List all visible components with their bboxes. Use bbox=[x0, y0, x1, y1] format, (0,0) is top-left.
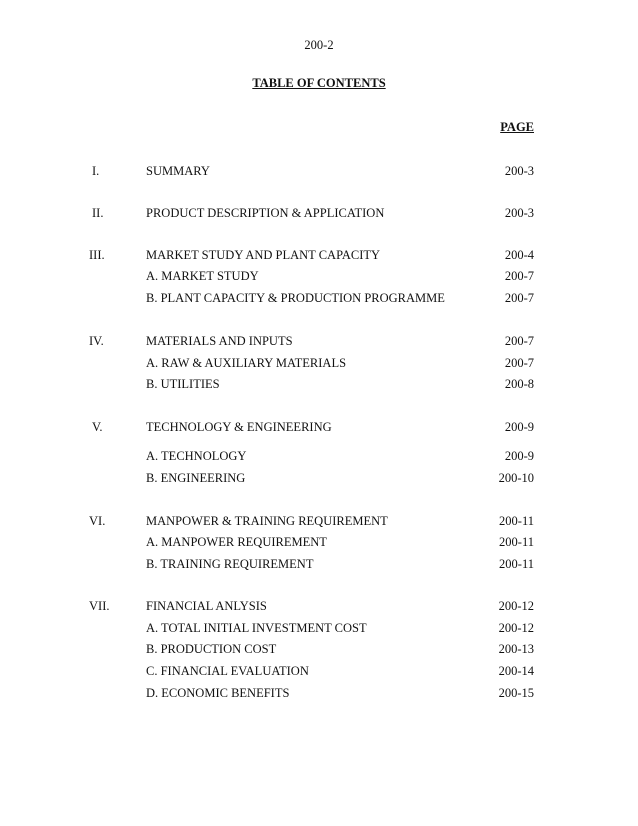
subsection-label: B. PLANT CAPACITY & PRODUCTION PROGRAMME bbox=[146, 291, 445, 305]
section-numeral: III. bbox=[89, 248, 105, 262]
page-column-header: PAGE bbox=[500, 120, 534, 134]
section-page: 200-9 bbox=[504, 420, 534, 434]
section-page: 200-3 bbox=[504, 164, 534, 178]
section-page: 200-11 bbox=[499, 514, 534, 528]
subsection-page: 200-14 bbox=[498, 664, 534, 678]
subsection-page: 200-13 bbox=[498, 642, 534, 656]
subsection-label: A. MARKET STUDY bbox=[146, 269, 259, 283]
section-numeral: II. bbox=[92, 206, 104, 220]
subsection-label: B. TRAINING REQUIREMENT bbox=[146, 557, 314, 571]
section-title: MATERIALS AND INPUTS bbox=[146, 334, 293, 348]
section-numeral: VII. bbox=[89, 599, 110, 613]
subsection-page: 200-8 bbox=[504, 377, 534, 391]
section-page: 200-7 bbox=[504, 334, 534, 348]
subsection-page: 200-7 bbox=[504, 269, 534, 283]
section-title: PRODUCT DESCRIPTION & APPLICATION bbox=[146, 206, 385, 220]
subsection-label: A. TOTAL INITIAL INVESTMENT COST bbox=[146, 621, 367, 635]
section-numeral: I. bbox=[92, 164, 100, 178]
section-title: MARKET STUDY AND PLANT CAPACITY bbox=[146, 248, 381, 262]
section-page: 200-3 bbox=[504, 206, 534, 220]
subsection-label: B. UTILITIES bbox=[146, 377, 220, 391]
subsection-label: C. FINANCIAL EVALUATION bbox=[146, 664, 309, 678]
document-title: TABLE OF CONTENTS bbox=[252, 76, 386, 90]
section-numeral: VI. bbox=[89, 514, 106, 528]
subsection-page: 200-7 bbox=[504, 356, 534, 370]
subsection-page: 200-7 bbox=[504, 291, 534, 305]
section-title: TECHNOLOGY & ENGINEERING bbox=[146, 420, 332, 434]
section-page: 200-4 bbox=[504, 248, 534, 262]
section-title: FINANCIAL ANLYSIS bbox=[146, 599, 267, 613]
subsection-page: 200-11 bbox=[499, 535, 534, 549]
subsection-label: A. MANPOWER REQUIREMENT bbox=[146, 535, 327, 549]
subsection-label: D. ECONOMIC BENEFITS bbox=[146, 686, 290, 700]
subsection-page: 200-12 bbox=[498, 621, 534, 635]
subsection-page: 200-11 bbox=[499, 557, 534, 571]
subsection-page: 200-9 bbox=[504, 449, 534, 463]
page-number: 200-2 bbox=[304, 38, 334, 52]
section-page: 200-12 bbox=[498, 599, 534, 613]
subsection-label: B. ENGINEERING bbox=[146, 471, 246, 485]
subsection-label: A. RAW & AUXILIARY MATERIALS bbox=[146, 356, 347, 370]
subsection-label: A. TECHNOLOGY bbox=[146, 449, 247, 463]
subsection-label: B. PRODUCTION COST bbox=[146, 642, 277, 656]
section-title: SUMMARY bbox=[146, 164, 210, 178]
subsection-page: 200-15 bbox=[498, 686, 534, 700]
section-numeral: IV. bbox=[89, 334, 104, 348]
section-title: MANPOWER & TRAINING REQUIREMENT bbox=[146, 514, 388, 528]
subsection-page: 200-10 bbox=[498, 471, 534, 485]
section-numeral: V. bbox=[92, 420, 103, 434]
